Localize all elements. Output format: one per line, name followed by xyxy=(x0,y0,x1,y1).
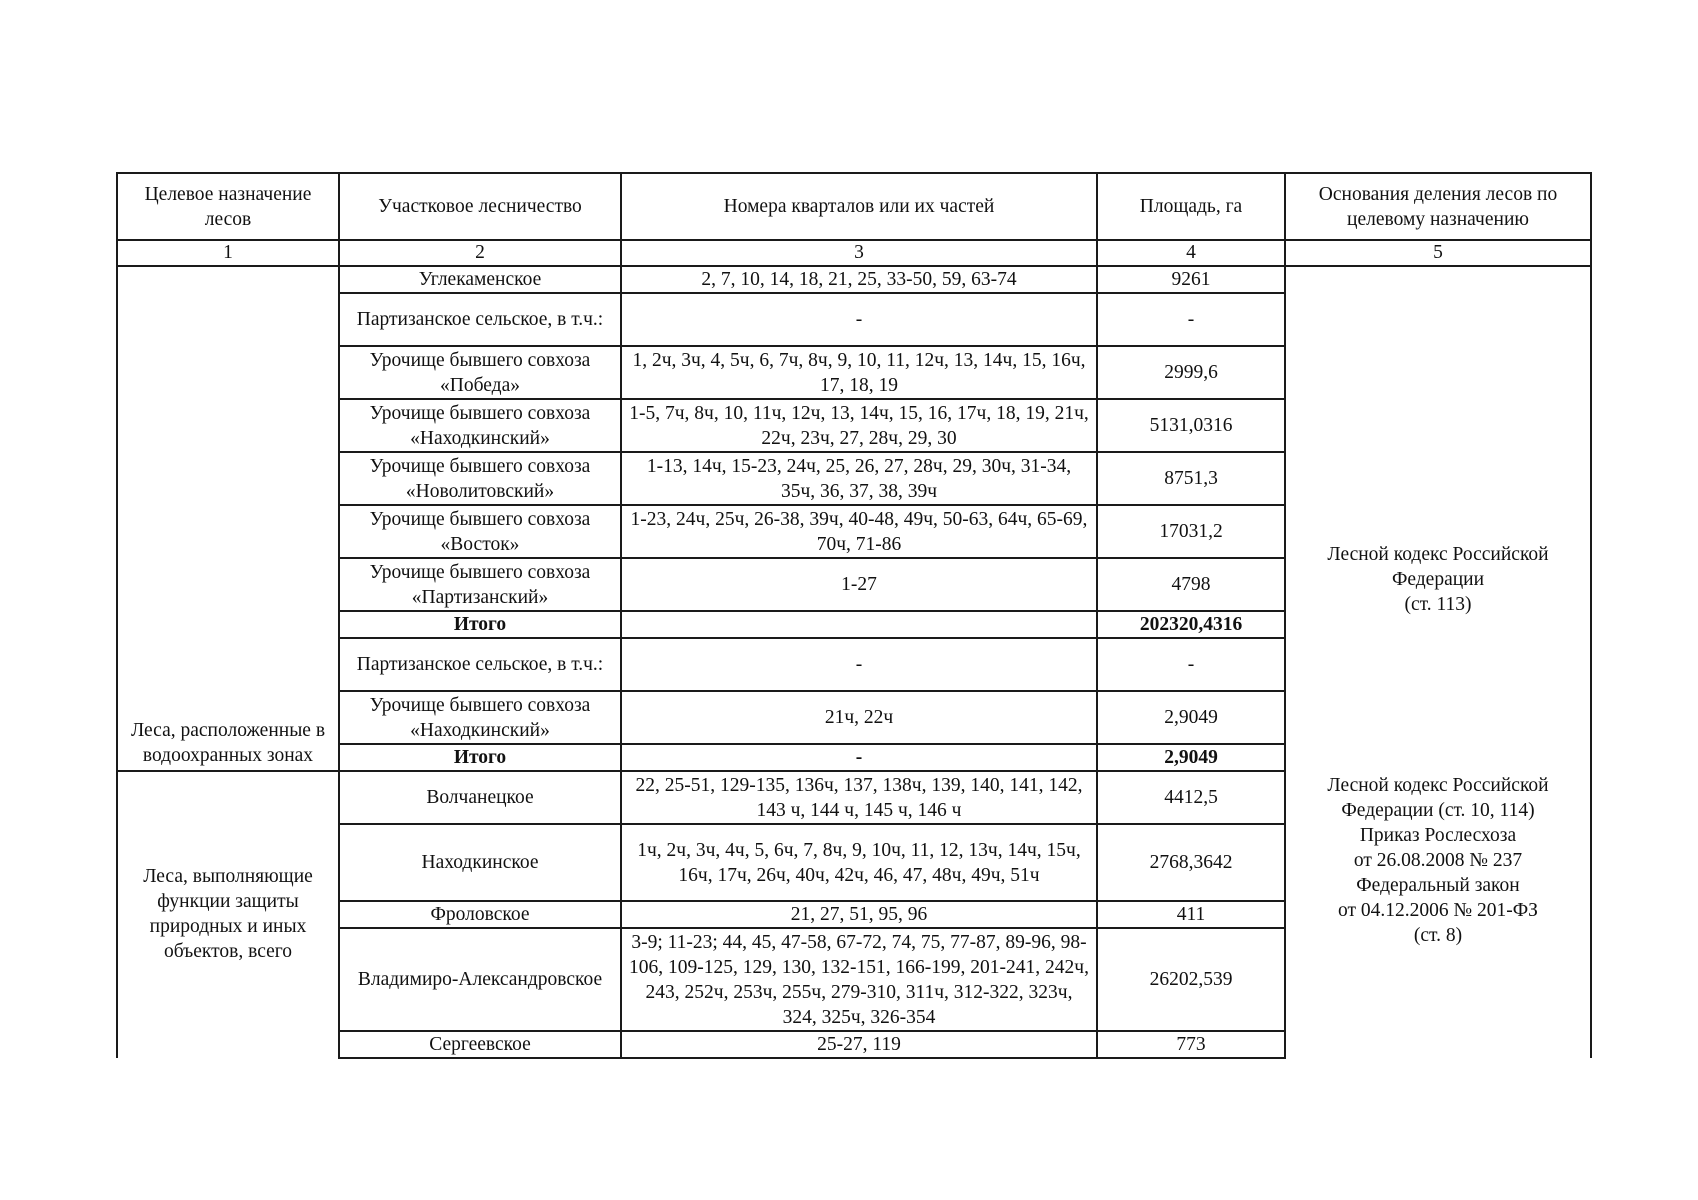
quarters-cell: 21ч, 22ч xyxy=(621,691,1097,744)
forestry-cell: Урочище бывшего совхоза «Партизанский» xyxy=(339,558,621,611)
forestry-cell: Фроловское xyxy=(339,901,621,928)
area-cell: 773 xyxy=(1097,1031,1285,1058)
basis-water-protection: Лесной кодекс Российской Федерации (ст. 113) xyxy=(1285,266,1591,771)
purpose-water-protection: Леса, расположенные в водоохранных зонах xyxy=(117,266,339,771)
column-number: 4 xyxy=(1097,240,1285,266)
quarters-cell: 3-9; 11-23; 44, 45, 47-58, 67-72, 74, 75, 77-87, 89-96, 98-106, 109-125, 129, 130, 132-151, 166-199, 201-241, 242ч, 243, 252ч, 253ч, 255ч, 279-310, 311ч, 312-322, 323ч, 324, 325ч, 326-354 xyxy=(621,928,1097,1031)
area-cell: 2768,3642 xyxy=(1097,824,1285,901)
column-number: 3 xyxy=(621,240,1097,266)
quarters-cell: 1-27 xyxy=(621,558,1097,611)
forest-purpose-table xyxy=(116,172,1592,1059)
quarters-cell: 1, 2ч, 3ч, 4, 5ч, 6, 7ч, 8ч, 9, 10, 11, 12ч, 13, 14ч, 15, 16ч, 17, 18, 19 xyxy=(621,346,1097,399)
table-row xyxy=(117,266,1591,293)
quarters-cell: 1-5, 7ч, 8ч, 10, 11ч, 12ч, 13, 14ч, 15, 16, 17ч, 18, 19, 21ч, 22ч, 23ч, 27, 28ч, 29, 30 xyxy=(621,399,1097,452)
table-header-row xyxy=(117,173,1591,240)
forestry-cell: Партизанское сельское, в т.ч.: xyxy=(339,638,621,691)
area-cell: 2999,6 xyxy=(1097,346,1285,399)
quarters-cell: - xyxy=(621,744,1097,771)
forestry-cell: Сергеевское xyxy=(339,1031,621,1058)
quarters-cell: 25-27, 119 xyxy=(621,1031,1097,1058)
forestry-cell: Урочище бывшего совхоза «Восток» xyxy=(339,505,621,558)
forestry-cell: Урочище бывшего совхоза «Находкинский» xyxy=(339,691,621,744)
column-number: 2 xyxy=(339,240,621,266)
header-area: Площадь, га xyxy=(1097,173,1285,240)
area-cell: 9261 xyxy=(1097,266,1285,293)
forestry-cell: Урочище бывшего совхоза «Новолитовский» xyxy=(339,452,621,505)
quarters-cell: 1ч, 2ч, 3ч, 4ч, 5, 6ч, 7, 8ч, 9, 10ч, 11, 12, 13ч, 14ч, 15ч, 16ч, 17ч, 26ч, 40ч, 42ч, 46, 47, 48ч, 49ч, 51ч xyxy=(621,824,1097,901)
header-forestry: Участковое лесничество xyxy=(339,173,621,240)
header-basis: Основания деления лесов по целевому назначению xyxy=(1285,173,1591,240)
basis-object-protection: Лесной кодекс Российской Федерации (ст. 10, 114) Приказ Рослесхоза от 26.08.2008 № 237 Федеральный закон от 04.12.2006 № 201-ФЗ (ст. 8) xyxy=(1285,771,1591,1058)
table-row xyxy=(117,771,1591,824)
header-quarters: Номера кварталов или их частей xyxy=(621,173,1097,240)
forestry-cell: Урочище бывшего совхоза «Находкинский» xyxy=(339,399,621,452)
area-cell: 17031,2 xyxy=(1097,505,1285,558)
column-number: 5 xyxy=(1285,240,1591,266)
forestry-cell: Владимиро-Александровское xyxy=(339,928,621,1031)
area-cell: 8751,3 xyxy=(1097,452,1285,505)
total-area: 2,9049 xyxy=(1097,744,1285,771)
area-cell: 26202,539 xyxy=(1097,928,1285,1031)
total-label: Итого xyxy=(339,744,621,771)
column-number-row xyxy=(117,240,1591,266)
quarters-cell xyxy=(621,611,1097,638)
forestry-cell: Находкинское xyxy=(339,824,621,901)
purpose-object-protection: Леса, выполняющие функции защиты природных и иных объектов, всего xyxy=(117,771,339,1058)
forestry-cell: Партизанское сельское, в т.ч.: xyxy=(339,293,621,346)
header-purpose: Целевое назначение лесов xyxy=(117,173,339,240)
area-cell: - xyxy=(1097,638,1285,691)
quarters-cell: 1-23, 24ч, 25ч, 26-38, 39ч, 40-48, 49ч, 50-63, 64ч, 65-69, 70ч, 71-86 xyxy=(621,505,1097,558)
quarters-cell: 21, 27, 51, 95, 96 xyxy=(621,901,1097,928)
area-cell: 411 xyxy=(1097,901,1285,928)
area-cell: 4412,5 xyxy=(1097,771,1285,824)
area-cell: - xyxy=(1097,293,1285,346)
forestry-cell: Волчанецкое xyxy=(339,771,621,824)
area-cell: 5131,0316 xyxy=(1097,399,1285,452)
column-number: 1 xyxy=(117,240,339,266)
total-label: Итого xyxy=(339,611,621,638)
quarters-cell: - xyxy=(621,293,1097,346)
quarters-cell: 2, 7, 10, 14, 18, 21, 25, 33-50, 59, 63-74 xyxy=(621,266,1097,293)
quarters-cell: - xyxy=(621,638,1097,691)
quarters-cell: 1-13, 14ч, 15-23, 24ч, 25, 26, 27, 28ч, 29, 30ч, 31-34, 35ч, 36, 37, 38, 39ч xyxy=(621,452,1097,505)
area-cell: 2,9049 xyxy=(1097,691,1285,744)
total-area: 202320,4316 xyxy=(1097,611,1285,638)
area-cell: 4798 xyxy=(1097,558,1285,611)
forestry-cell: Углекаменское xyxy=(339,266,621,293)
quarters-cell: 22, 25-51, 129-135, 136ч, 137, 138ч, 139, 140, 141, 142, 143 ч, 144 ч, 145 ч, 146 ч xyxy=(621,771,1097,824)
forestry-cell: Урочище бывшего совхоза «Победа» xyxy=(339,346,621,399)
